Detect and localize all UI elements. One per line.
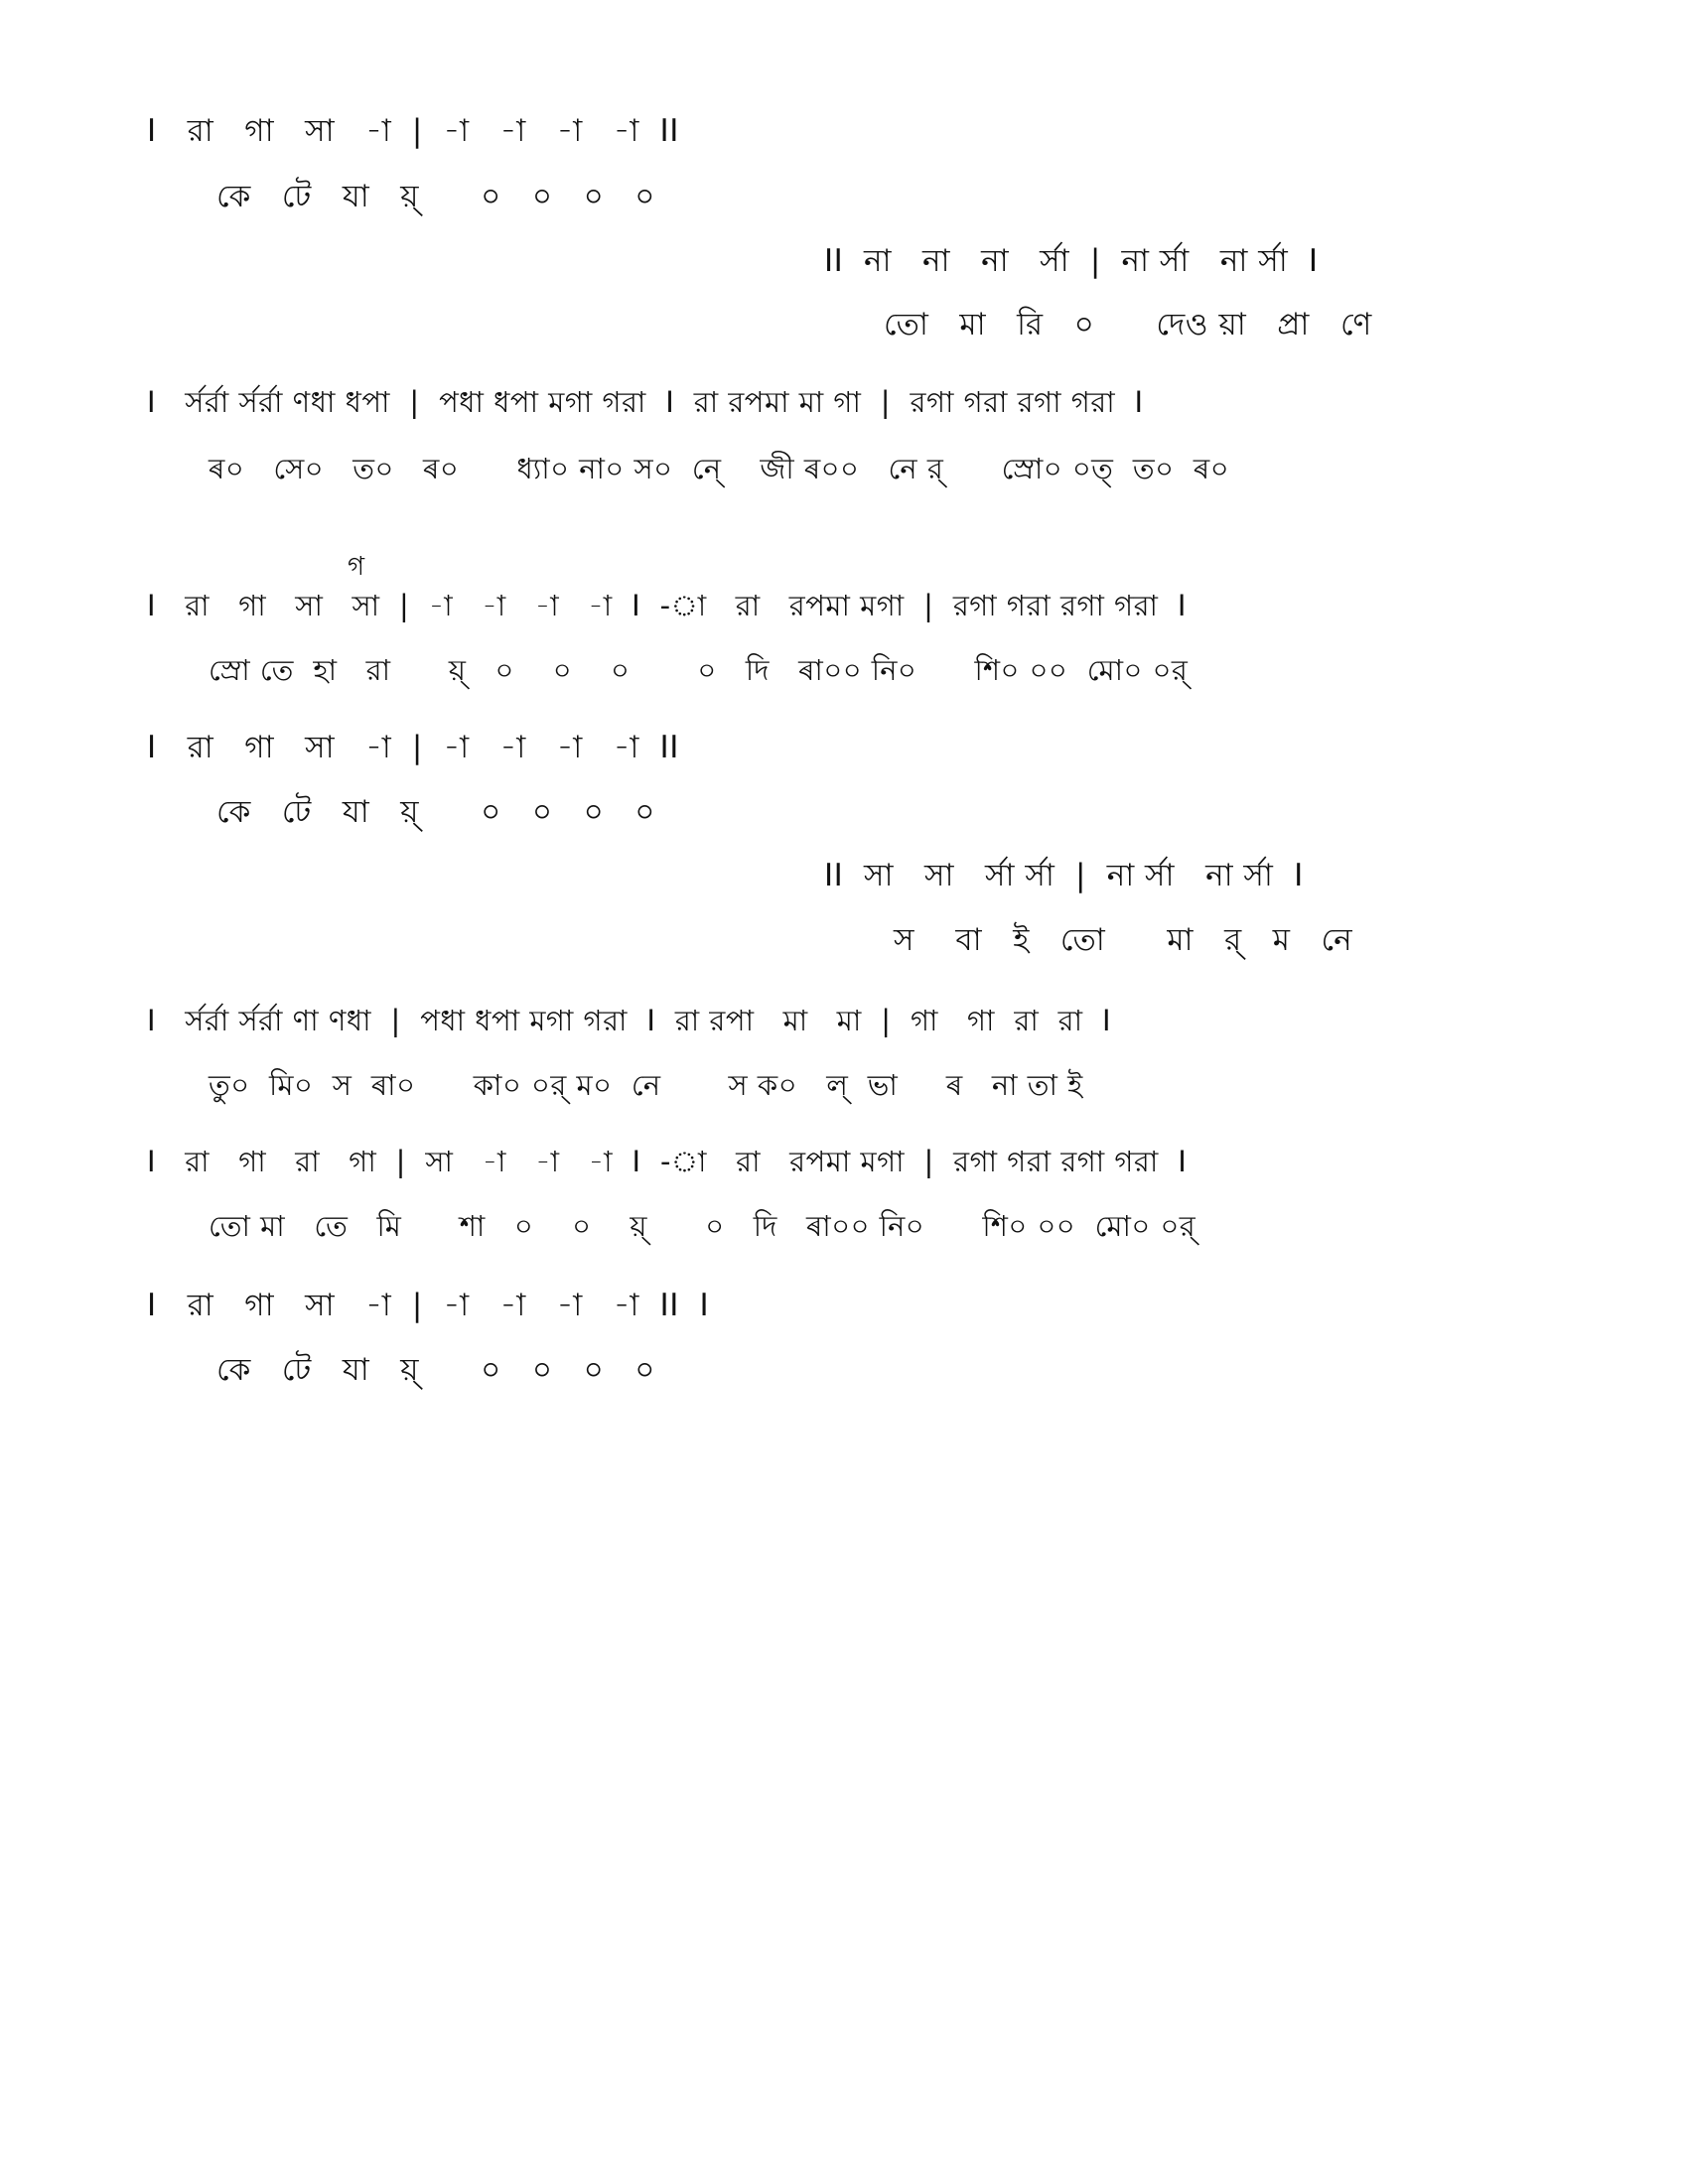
notation-row-5: I রা গা সা -া | -া -া -া -া II — [147, 730, 679, 765]
notation-row-2: II না না না র্সা | না র্সা না র্সা I — [824, 243, 1319, 279]
lyrics-row-6: স বা ই তো মা র্ ম নে — [894, 922, 1353, 958]
lyrics-row-4: স্রো তে হা রা য়্ ০ ০ ০ ০ দি ৰা০০ নি০ শি০ ০০ মো০ ০র্ — [209, 653, 1189, 687]
lyrics-row-9: কে টে যা য়্ ০ ০ ০ ০ — [216, 1352, 655, 1388]
lyrics-row-2: তো মা রি ০ দেও য়া প্রা ণে — [884, 307, 1372, 342]
lyrics-row-5: কে টে যা য়্ ০ ০ ০ ০ — [216, 794, 655, 830]
lyrics-row-1: কে টে যা য়্ ০ ০ ০ ০ — [216, 179, 655, 214]
notation-row-4: I রা গা সা সা | -া -া -া -া I -া রা রপমা মগা | রগা গরা রগা গরা I — [147, 589, 1187, 622]
lyrics-row-7: তু০ মি০ স ৰা০ কা০ ০র্ ম০ নে স ক০ ল্ ভা ৰ না তা ই — [209, 1068, 1083, 1102]
notation-row-8: I রা গা রা গা | সা -া -া -া I -া রা রপমা মগা | রগা গরা রগা গরা I — [147, 1145, 1188, 1178]
notation-row-7: I র্সর্রা র্সর্রা ণা ণধা | পধা ধপা মগা গরা I রা রপা মা মা | গা গা রা রা I — [147, 1004, 1112, 1037]
notation-row-3: I র্সর্রা র্সর্রা ণধা ধপা | পধা ধপা মগা গরা I রা রপমা মা গা | রগা গরা রগা গরা I — [147, 385, 1144, 419]
notation-row-1: I রা গা সা -া | -া -া -া -া II — [147, 113, 679, 149]
lyrics-row-3: ৰ০ সে০ ত০ ৰ০ ধ্যা০ না০ স০ নে্ জী ৰ০০ নে র্ স্রো০ ০ত্ ত০ ৰ০ — [209, 452, 1230, 485]
notation-row-9: I রা গা সা -া | -া -া -া -া II I — [147, 1288, 710, 1323]
lyrics-row-8: তো মা তে মি শা ০ ০ য়্ ০ দি ৰা০০ নি০ শি০ ০০ মো০ ০র্ — [209, 1209, 1196, 1243]
notation-row-6: II সা সা র্সা র্সা | না র্সা না র্সা I — [824, 858, 1304, 893]
grace-note: গ — [348, 552, 365, 582]
